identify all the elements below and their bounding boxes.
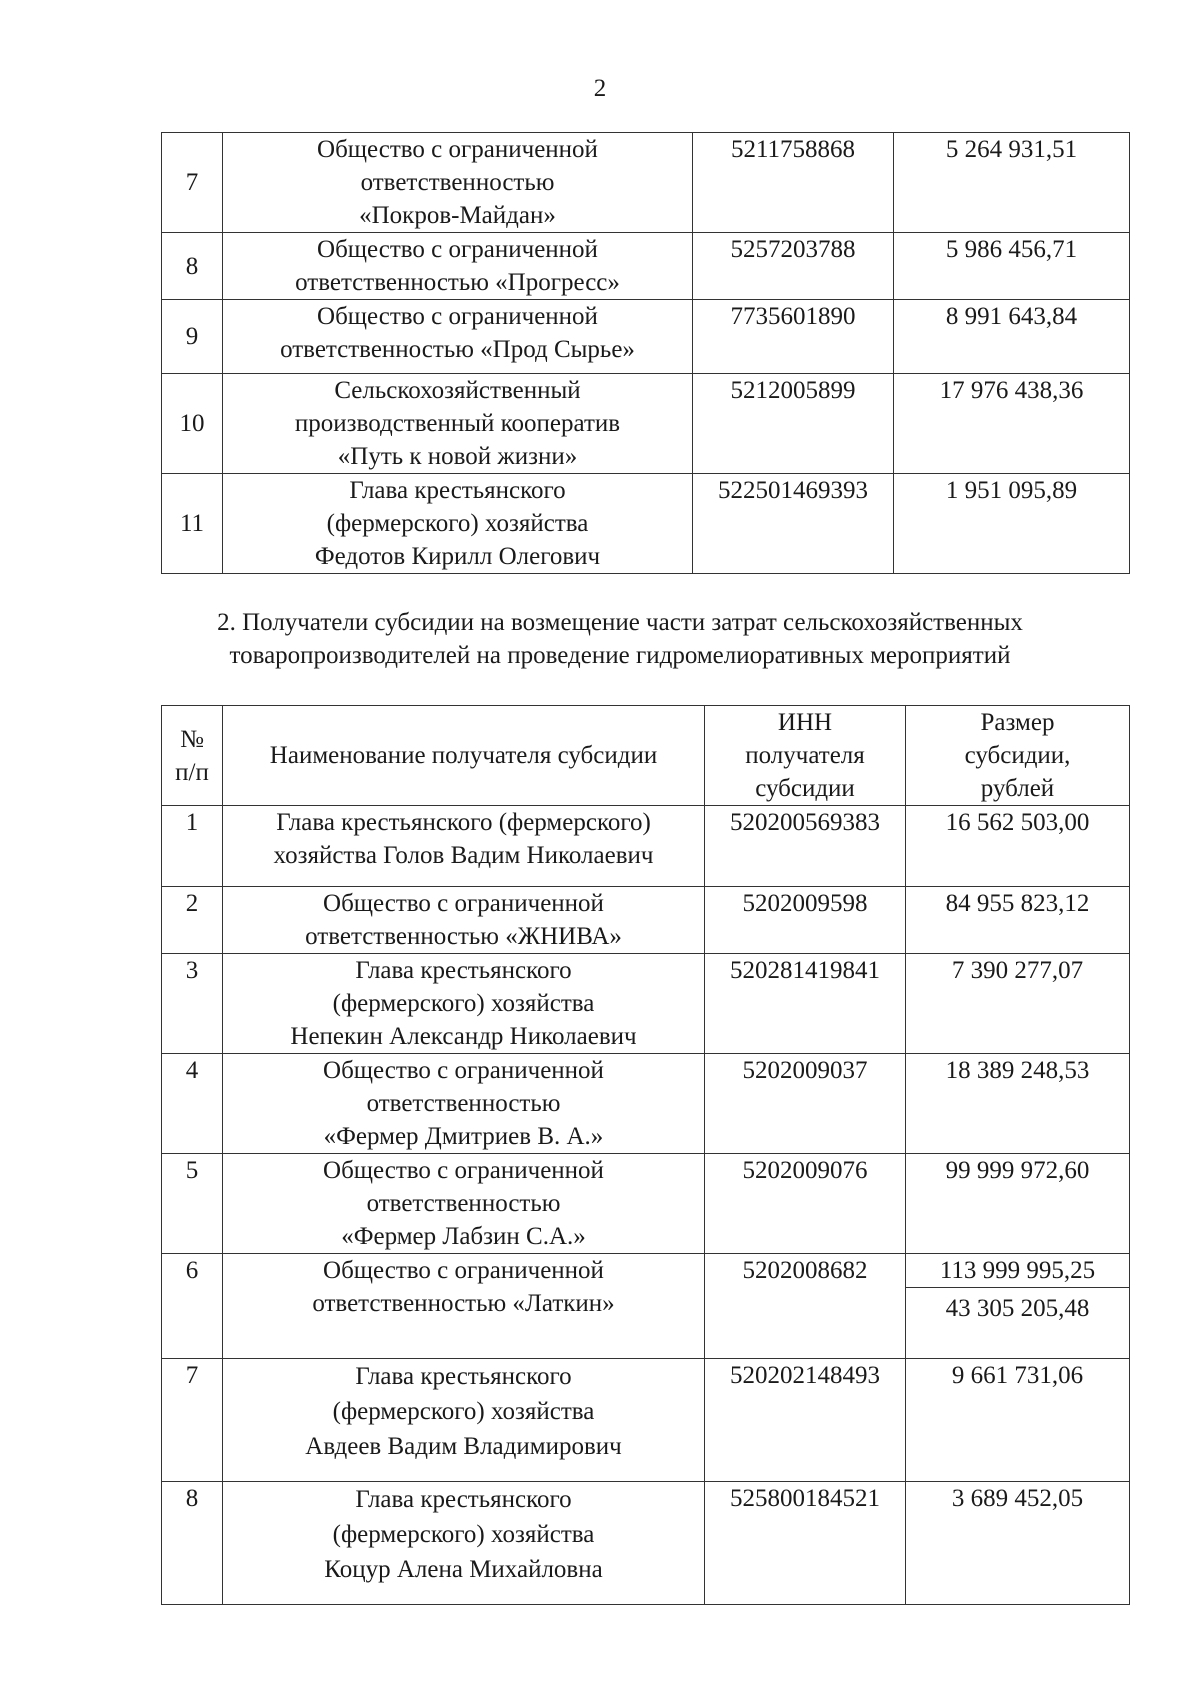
row-number: 11 xyxy=(162,474,223,574)
subsidy-amount: 3 689 452,05 xyxy=(906,1482,1130,1605)
table-row xyxy=(162,1154,1130,1254)
table-row xyxy=(162,1359,1130,1482)
table-row xyxy=(162,954,1130,1054)
table-row xyxy=(162,133,1130,233)
header-recipient-name: Наименование получателя субсидии xyxy=(223,706,705,806)
recipient-name: Общество с ограниченной ответственностью «Покров-Майдан» xyxy=(223,133,693,233)
subsidy-amount: 1 951 095,89 xyxy=(894,474,1130,574)
recipient-inn: 520281419841 xyxy=(705,954,906,1054)
subsidy-amount-split xyxy=(906,1254,1130,1359)
subsidy-amount: 16 562 503,00 xyxy=(906,806,1130,887)
row-number: 7 xyxy=(162,1359,223,1482)
row-number: 8 xyxy=(162,233,223,300)
recipient-inn: 5202009598 xyxy=(705,887,906,954)
recipient-name: Общество с ограниченной ответственностью «Прогресс» xyxy=(223,233,693,300)
row-number: 1 xyxy=(162,806,223,887)
row-number: 5 xyxy=(162,1154,223,1254)
row-number: 6 xyxy=(162,1254,223,1359)
header-amount: Размер субсидии, рублей xyxy=(906,706,1130,806)
row-number: 2 xyxy=(162,887,223,954)
recipient-inn: 525800184521 xyxy=(705,1482,906,1605)
subsidy-amount: 7 390 277,07 xyxy=(906,954,1130,1054)
recipient-name: Общество с ограниченной ответственностью «Прод Сырье» xyxy=(223,300,693,374)
table-row xyxy=(162,233,1130,300)
recipient-inn: 5202009076 xyxy=(705,1154,906,1254)
recipient-name: Сельскохозяйственный производственный кооператив «Путь к новой жизни» xyxy=(223,374,693,474)
recipient-name: Общество с ограниченной ответственностью «Фермер Дмитриев В. А.» xyxy=(223,1054,705,1154)
section-heading: 2. Получатели субсидии на возмещение части затрат сельскохозяйственных товаропроизводителей на проведение гидромелиоративных мероприятий xyxy=(217,609,1023,669)
row-number: 10 xyxy=(162,374,223,474)
subsidy-amount: 43 305 205,48 xyxy=(945,1295,1090,1322)
recipient-inn: 5257203788 xyxy=(693,233,894,300)
hydro-reclamation-recipients-table xyxy=(161,705,1130,1605)
subsidy-amount: 5 986 456,71 xyxy=(894,233,1130,300)
recipient-inn: 7735601890 xyxy=(693,300,894,374)
row-number: 8 xyxy=(162,1482,223,1605)
table-row xyxy=(162,806,1130,887)
subsidy-amount: 17 976 438,36 xyxy=(894,374,1130,474)
recipient-inn: 5211758868 xyxy=(693,133,894,233)
recipient-name: Общество с ограниченной ответственностью «ЖНИВА» xyxy=(223,887,705,954)
recipient-inn: 5202008682 xyxy=(705,1254,906,1359)
table-header-row xyxy=(162,706,1130,806)
header-number: № п/п xyxy=(162,706,223,806)
recipients-table-continued xyxy=(161,132,1130,574)
subsidy-amount: 113 999 995,25 xyxy=(906,1254,1129,1288)
page-number: 2 xyxy=(593,75,607,102)
recipient-name: Глава крестьянского (фермерского) хозяйства Непекин Александр Николаевич xyxy=(223,954,705,1054)
row-number: 7 xyxy=(162,133,223,233)
row-number: 3 xyxy=(162,954,223,1054)
recipient-inn: 520200569383 xyxy=(705,806,906,887)
table-row xyxy=(162,374,1130,474)
header-inn: ИНН получателя субсидии xyxy=(705,706,906,806)
subsidy-amount: 84 955 823,12 xyxy=(906,887,1130,954)
recipient-name: Общество с ограниченной ответственностью «Латкин» xyxy=(223,1254,705,1359)
recipient-name: Глава крестьянского (фермерского) хозяйства Коцур Алена Михайловна xyxy=(223,1482,705,1605)
subsidy-amount: 5 264 931,51 xyxy=(894,133,1130,233)
row-number: 9 xyxy=(162,300,223,374)
recipient-inn: 5212005899 xyxy=(693,374,894,474)
recipient-inn: 520202148493 xyxy=(705,1359,906,1482)
subsidy-amount: 9 661 731,06 xyxy=(906,1359,1130,1482)
table-row xyxy=(162,300,1130,374)
recipient-name: Глава крестьянского (фермерского) хозяйства Федотов Кирилл Олегович xyxy=(223,474,693,574)
subsidy-amount: 99 999 972,60 xyxy=(906,1154,1130,1254)
recipient-name: Глава крестьянского (фермерского) хозяйства Голов Вадим Николаевич xyxy=(223,806,705,887)
table-row xyxy=(162,1054,1130,1154)
table-row xyxy=(162,1482,1130,1605)
table-row xyxy=(162,1254,1130,1359)
row-number: 4 xyxy=(162,1054,223,1154)
table-row xyxy=(162,887,1130,954)
recipient-name: Глава крестьянского (фермерского) хозяйства Авдеев Вадим Владимирович xyxy=(223,1359,705,1482)
recipient-name: Общество с ограниченной ответственностью «Фермер Лабзин С.А.» xyxy=(223,1154,705,1254)
recipient-inn: 522501469393 xyxy=(693,474,894,574)
recipient-inn: 5202009037 xyxy=(705,1054,906,1154)
subsidy-amount: 18 389 248,53 xyxy=(906,1054,1130,1154)
table-row xyxy=(162,474,1130,574)
subsidy-amount: 8 991 643,84 xyxy=(894,300,1130,374)
